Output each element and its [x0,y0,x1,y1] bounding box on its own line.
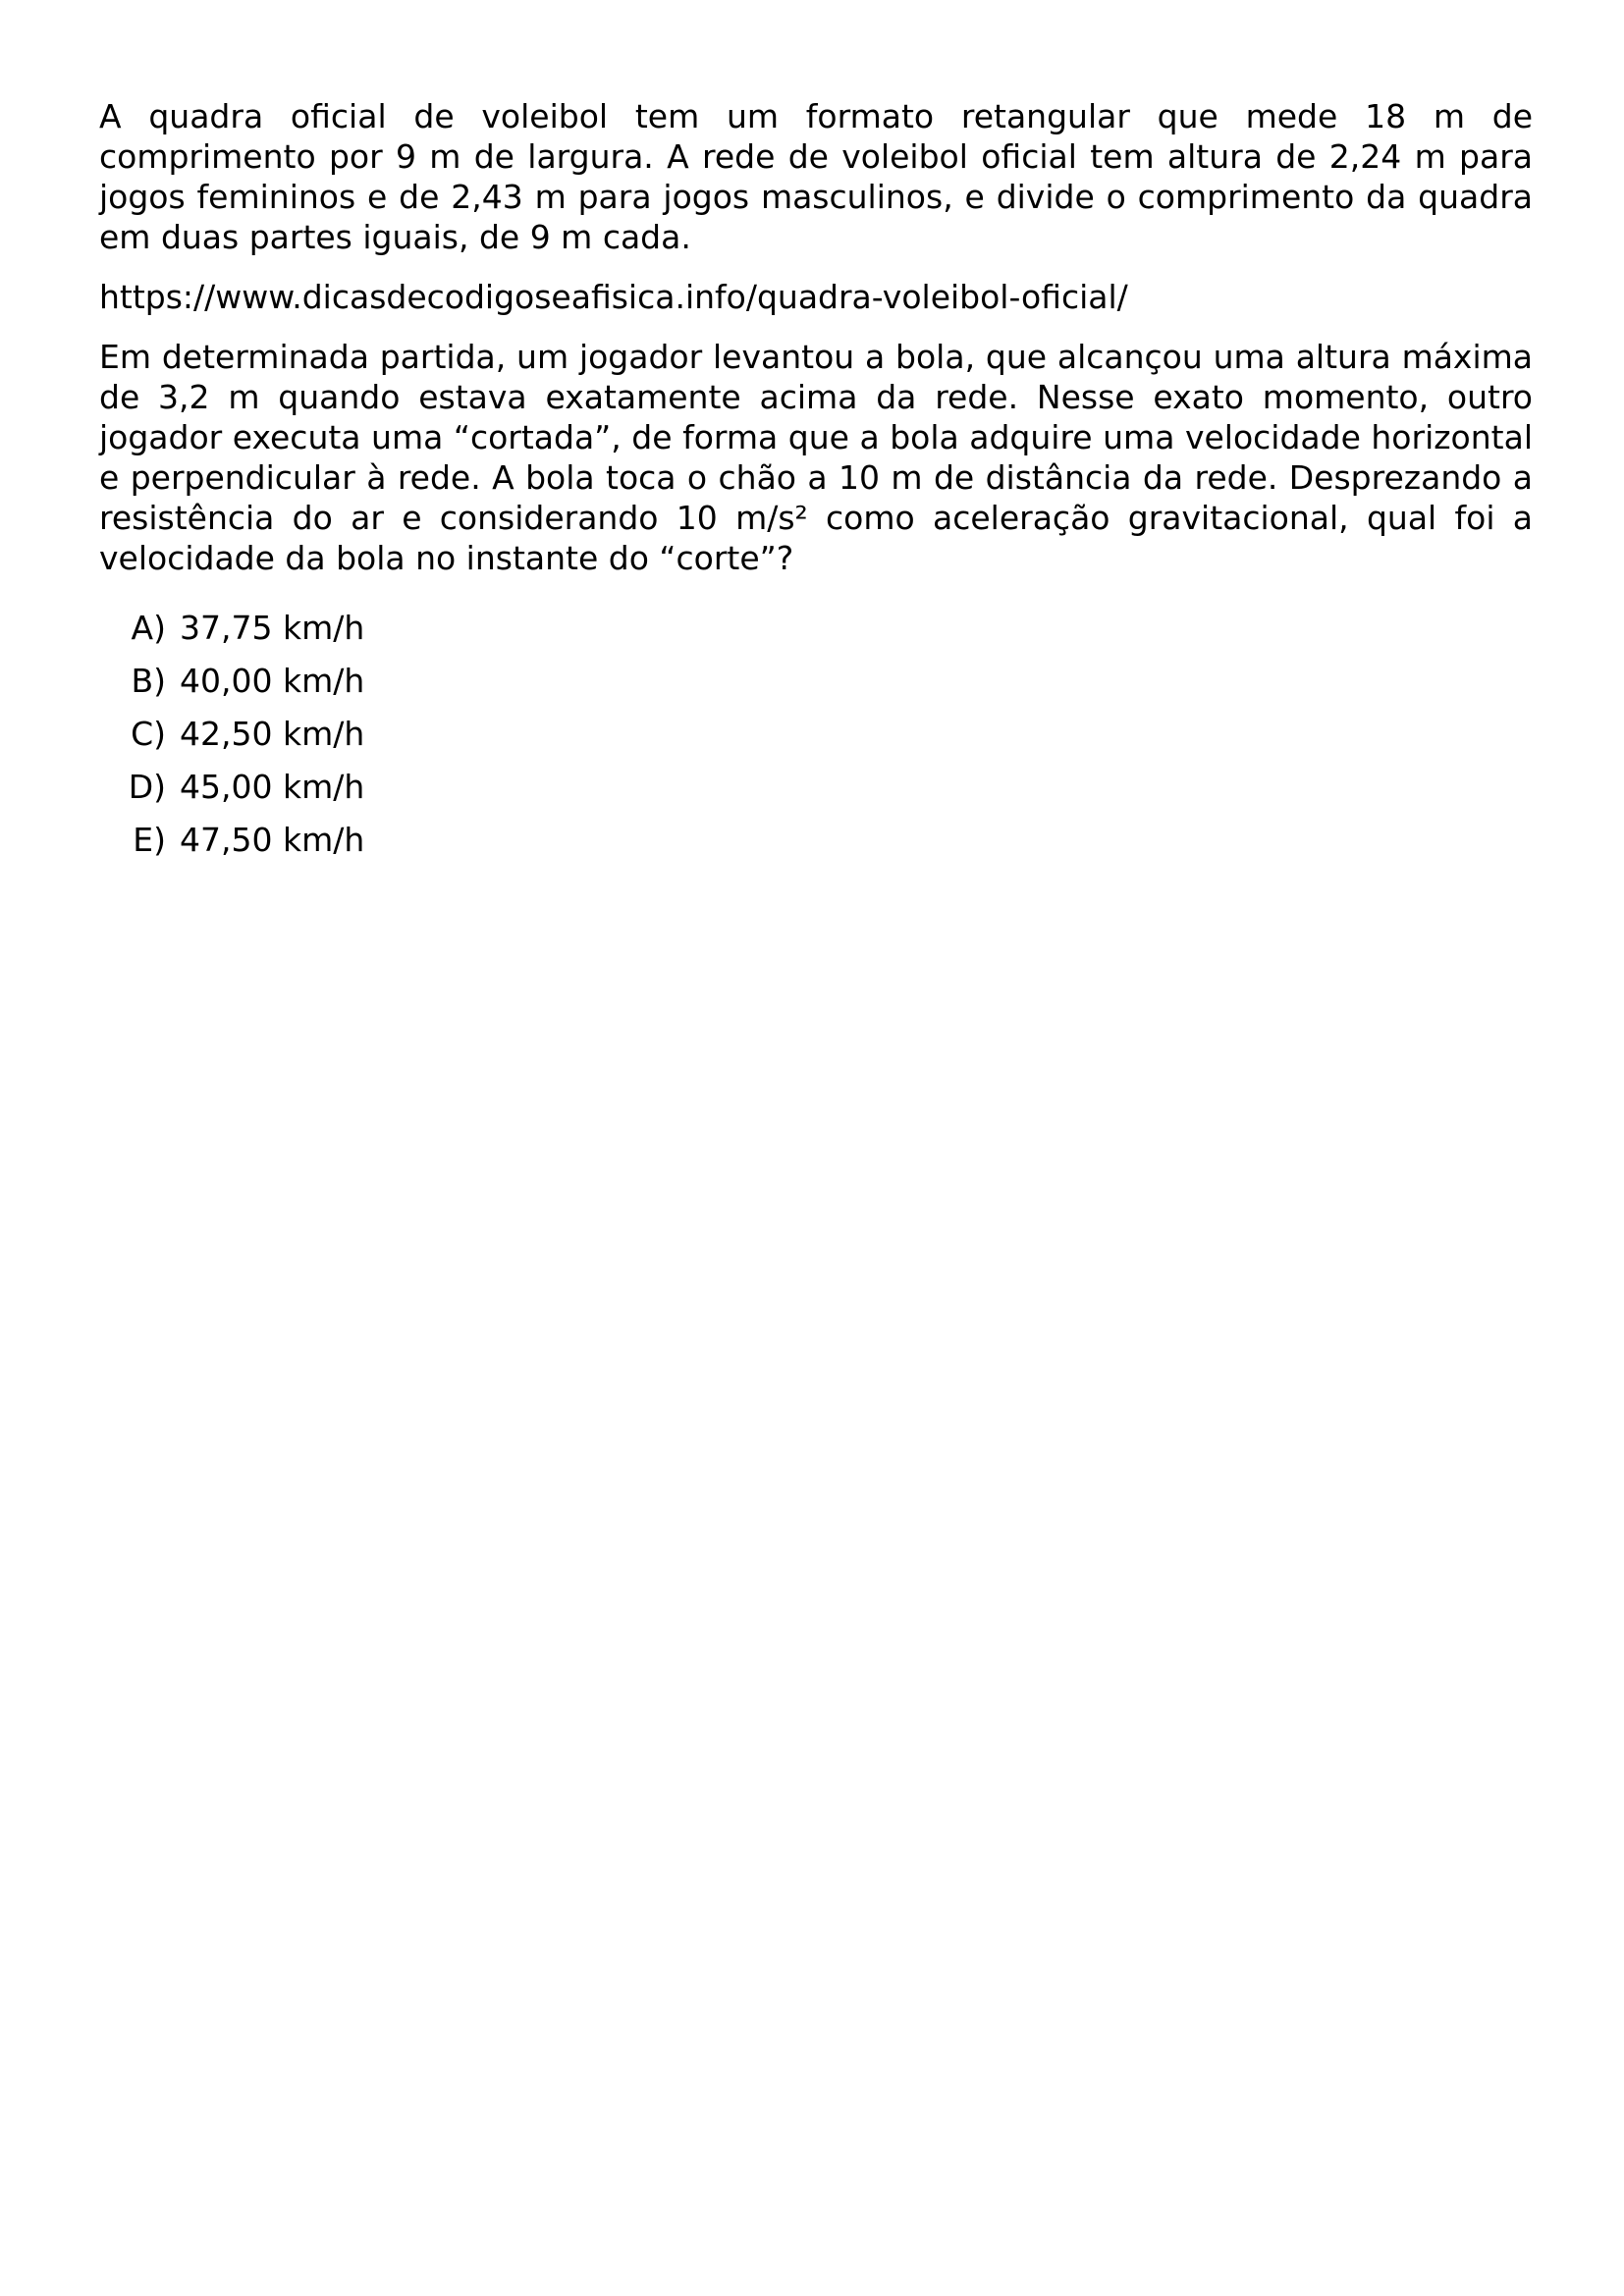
source-url: https://www.dicasdecodigoseafisica.info/quadra-voleibol-oficial/ [99,278,1128,316]
option-letter: A) [131,609,166,647]
question-document [99,96,1533,867]
option-text: 47,50 km/h [180,821,365,859]
option-b [99,655,1533,708]
option-text: 42,50 km/h [180,715,365,753]
option-e [99,814,1533,867]
option-c [99,708,1533,761]
option-d [99,761,1533,814]
option-letter: B) [131,662,166,700]
answer-options [99,602,1533,867]
option-letter: D) [128,768,166,806]
option-a [99,602,1533,655]
question-statement: Em determinada partida, um jogador levantou a bola, que alcançou uma altura máxima de 3,2 m quando estava exatamente acima da rede. Nesse exato momento, outro jogador executa uma “cortada”, de forma que a bola adquire uma velocidade horizontal e perpendicular à rede. A bola toca o chão a 10 m de distância da rede. Desprezando a resistência do ar e considerando 10 m/s² como aceleração gravitacional, qual foi a velocidade da bola no instante do “corte”? [99,338,1533,577]
option-text: 37,75 km/h [180,609,365,647]
option-letter: E) [133,821,166,859]
option-text: 40,00 km/h [180,662,365,700]
option-text: 45,00 km/h [180,768,365,806]
option-letter: C) [131,715,166,753]
intro-paragraph: A quadra oficial de voleibol tem um formato retangular que mede 18 m de comprimento por 9 m de largura. A rede de voleibol oficial tem altura de 2,24 m para jogos femininos e de 2,43 m para jogos masculinos, e divide o comprimento da quadra em duas partes iguais, de 9 m cada. [99,97,1533,256]
